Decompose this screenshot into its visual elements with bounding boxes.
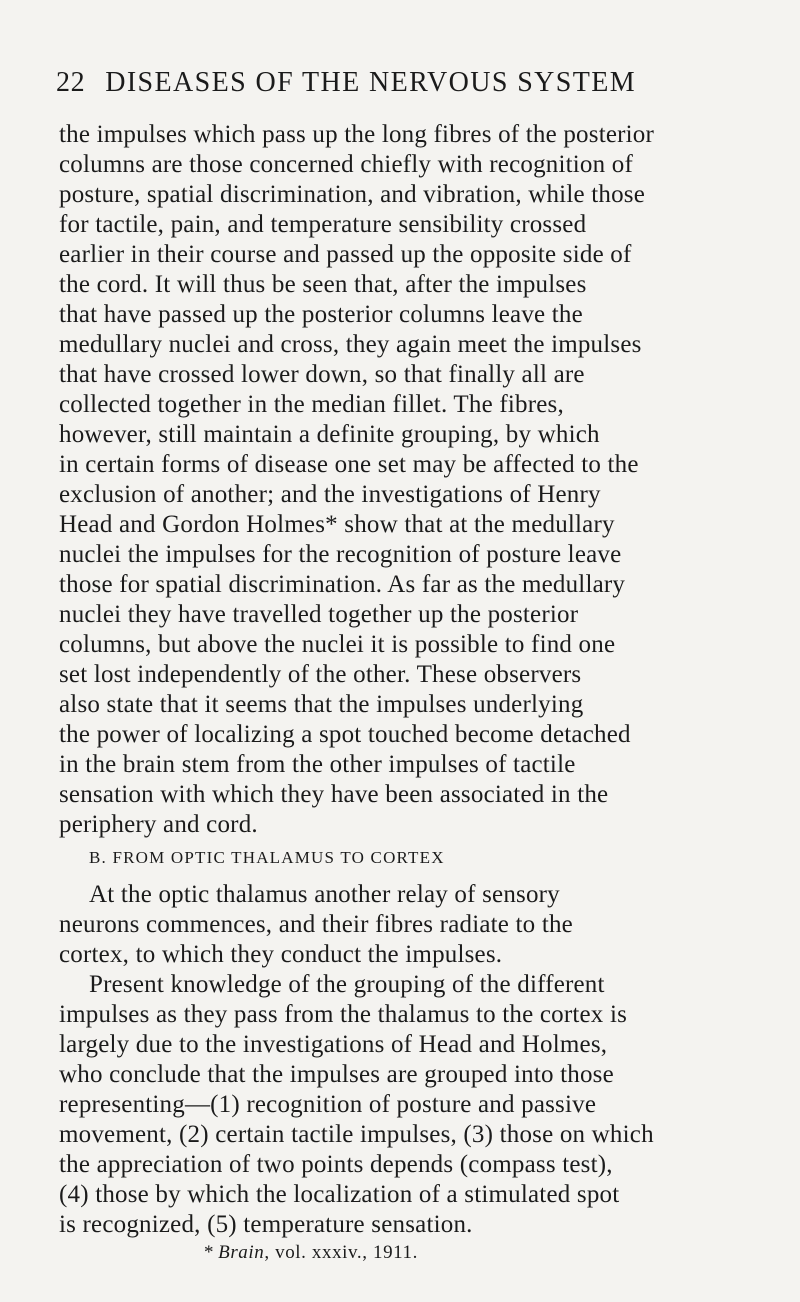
text-line: in the brain stem from the other impulses of tactile xyxy=(59,751,576,778)
text-line: neurons commences, and their fibres radiate to the xyxy=(59,911,573,938)
paragraph-3 xyxy=(59,970,759,1240)
text-line: the appreciation of two points depends (compass test), xyxy=(59,1151,613,1178)
running-title: DISEASES OF THE NERVOUS SYSTEM xyxy=(105,67,637,98)
text-line: representing—(1) recognition of posture and passive xyxy=(59,1091,597,1118)
text-line: posture, spatial discrimination, and vibration, while those xyxy=(59,181,645,208)
text-line: Present knowledge of the grouping of the different xyxy=(89,971,605,998)
text-line: collected together in the median fillet. The fibres, xyxy=(59,391,564,418)
text-line: Head and Gordon Holmes* show that at the medullary xyxy=(59,511,615,538)
text-line: impulses as they pass from the thalamus to the cortex is xyxy=(59,1001,628,1028)
text-line: the power of localizing a spot touched become detached xyxy=(59,721,631,748)
text-line: who conclude that the impulses are grouped into those xyxy=(59,1061,614,1088)
text-line: periphery and cord. xyxy=(59,811,258,838)
text-line: nuclei they have travelled together up the posterior xyxy=(59,601,579,628)
footnote-marker: * xyxy=(204,1242,215,1263)
text-line: in certain forms of disease one set may be affected to the xyxy=(59,451,639,478)
page-number: 22 xyxy=(56,67,86,98)
text-line: columns, but above the nuclei it is possible to find one xyxy=(59,631,616,658)
text-line: cortex, to which they conduct the impulses. xyxy=(59,941,503,968)
text-line: however, still maintain a definite grouping, by which xyxy=(59,421,600,448)
text-line: set lost independently of the other. These observers xyxy=(59,661,582,688)
text-line: earlier in their course and passed up the opposite side of xyxy=(59,241,632,268)
text-line: sensation with which they have been associated in the xyxy=(59,781,609,808)
text-line: exclusion of another; and the investigations of Henry xyxy=(59,481,601,508)
text-line: also state that it seems that the impulses underlying xyxy=(59,691,584,718)
paragraph-1 xyxy=(59,120,759,840)
text-line: largely due to the investigations of Head and Holmes, xyxy=(59,1031,608,1058)
text-line: that have crossed lower down, so that finally all are xyxy=(59,361,585,388)
footnote-citation: , vol. xxxiv., 1911. xyxy=(264,1242,419,1263)
text-line: At the optic thalamus another relay of sensory xyxy=(89,881,560,908)
text-line: for tactile, pain, and temperature sensibility crossed xyxy=(59,211,587,238)
footnote-source: Brain xyxy=(218,1242,265,1263)
text-line: the cord. It will thus be seen that, after the impulses xyxy=(59,271,587,298)
text-line: medullary nuclei and cross, they again meet the impulses xyxy=(59,331,642,358)
text-line: (4) those by which the localization of a stimulated spot xyxy=(59,1181,620,1208)
footnote xyxy=(59,1240,759,1270)
text-block xyxy=(59,120,759,1270)
text-line: nuclei the impulses for the recognition of posture leave xyxy=(59,541,622,568)
text-line: that have passed up the posterior columns leave the xyxy=(59,301,583,328)
section-subheading: B. FROM OPTIC THALAMUS TO CORTEX xyxy=(89,848,445,867)
text-line: columns are those concerned chiefly with recognition of xyxy=(59,151,634,178)
text-line: those for spatial discrimination. As far as the medullary xyxy=(59,571,626,598)
text-line: is recognized, (5) temperature sensation. xyxy=(59,1211,473,1238)
paragraph-2 xyxy=(59,880,759,970)
text-line: movement, (2) certain tactile impulses, (3) those on which xyxy=(59,1121,654,1148)
running-head xyxy=(56,63,756,103)
text-line: the impulses which pass up the long fibres of the posterior xyxy=(59,121,655,148)
